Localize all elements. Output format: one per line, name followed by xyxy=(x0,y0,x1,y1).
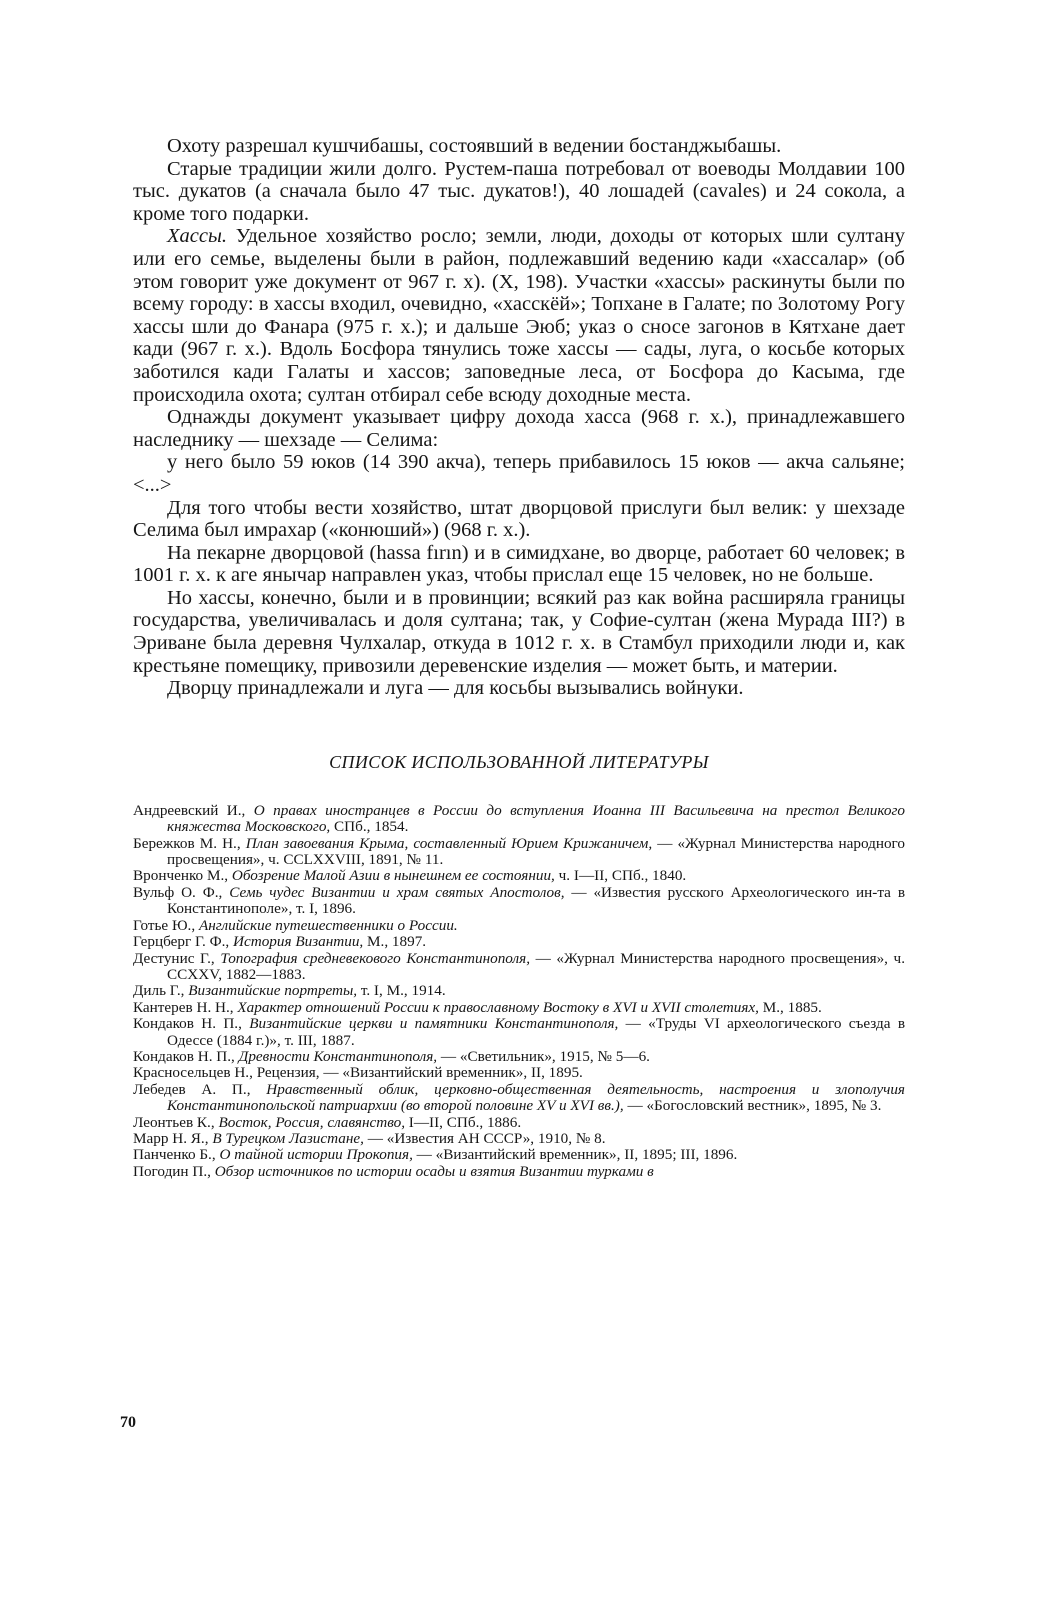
entry-author: Панченко Б., xyxy=(133,1146,220,1164)
entry-details: СПб., 1854. xyxy=(330,818,409,836)
entry-author: Вульф О. Ф., xyxy=(133,883,230,901)
entry-author: Герцберг Г. Ф., xyxy=(133,933,234,951)
paragraph xyxy=(133,225,905,406)
entry-title: В Турецком Лазистане, xyxy=(212,1129,364,1147)
entry-author: Леонтьев К., xyxy=(133,1113,219,1131)
page-number: 70 xyxy=(120,1414,136,1431)
paragraph-text: Охоту разрешал кушчибашы, состоявший в ведении бостанджыбашы. xyxy=(167,135,782,157)
bibliography-entry xyxy=(133,803,905,836)
entry-title: Английские путешественники о России. xyxy=(198,916,458,934)
entry-author: Красносельцев Н., xyxy=(133,1064,257,1082)
bibliography-entry xyxy=(133,1082,905,1115)
bibliography-entry xyxy=(133,868,905,884)
entry-title: Обзор источников по истории осады и взятия Византии турками в xyxy=(214,1162,654,1180)
entry-title: Византийские портреты, xyxy=(188,982,358,1000)
paragraph: Дворцу принадлежали и луга — для косьбы вызывались войнуки. xyxy=(167,677,744,700)
bibliography-entry xyxy=(133,1000,905,1016)
entry-title: История Византии, xyxy=(233,933,364,951)
bibliography-entry xyxy=(133,836,905,869)
bibliography-entry xyxy=(133,1147,905,1163)
entry-title: Обозрение Малой Азии в нынешнем ее состоянии, xyxy=(231,867,555,885)
entry-details: — «Известия русского Археологического ин-та в Константинополе», т. I, 1896. xyxy=(167,883,905,918)
entry-details: т. I, М., 1914. xyxy=(357,982,446,1000)
entry-details: ч. I—II, СПб., 1840. xyxy=(554,867,687,885)
entry-details: — «Богословский вестник», 1895, № 3. xyxy=(623,1097,882,1115)
paragraph-text: Однажды документ указывает цифру дохода хасса (968 г. х.), принадлежавшего наследнику — шехзаде — Селима: xyxy=(133,406,905,451)
bibliography-entry xyxy=(133,1049,905,1065)
entry-author: Андреевский И., xyxy=(133,801,254,819)
entry-title: Византийские церкви и памятники Константинополя, xyxy=(249,1015,619,1033)
entry-details: М., 1885. xyxy=(758,998,822,1016)
entry-title: Топография средневекового Константинополя, xyxy=(220,949,530,967)
bibliography-title: СПИСОК ИСПОЛЬЗОВАННОЙ ЛИТЕРАТУРЫ xyxy=(329,751,709,772)
entry-author: Бережков М. Н., xyxy=(133,834,246,852)
entry-title: Восток, Россия, славянство, xyxy=(218,1113,405,1131)
paragraph xyxy=(133,406,905,451)
entry-author: Лебедев А. П., xyxy=(133,1080,267,1098)
paragraph: На пекарне дворцовой (hassa fırın) и в симидхане, во дворце, работает 60 человек; в 1001 г. х. к аге янычар направлен указ, чтобы прислал еще 15 человек, но не больше. xyxy=(133,541,905,587)
entry-title: О правах иностранцев в России до вступления Иоанна III Васильевича на престол Великого княжества Московского, xyxy=(167,801,905,836)
main-text xyxy=(133,135,905,700)
entry-title: Нравственный облик, церковно-общественная деятельность, настроения и злополучия Константинопольской патриархии (во второй половине XV и XVI вв.), xyxy=(167,1080,905,1115)
bibliography-entry xyxy=(133,918,905,934)
entry-author: Кантерев Н. Н., xyxy=(133,998,238,1016)
entry-title: План завоевания Крыма, составленный Юрием Крижаничем, xyxy=(245,834,653,852)
bibliography-list xyxy=(133,803,905,1180)
paragraph: Для того чтобы вести хозяйство, штат дворцовой прислуги был велик: у шехзаде Селима был имрахар («конюший») (968 г. х.). xyxy=(133,496,905,542)
bibliography-entry xyxy=(133,1131,905,1147)
document-quote: у него было 59 юков (14 390 акча), теперь прибавилось 15 юков — акча сальяне; <...> xyxy=(133,451,905,496)
entry-details: М., 1897. xyxy=(363,933,427,951)
bibliography-entry xyxy=(133,983,905,999)
bibliography-entry xyxy=(133,1115,905,1131)
paragraph-lead: Хассы. xyxy=(167,225,227,248)
entry-title: Древности Константинополя, xyxy=(238,1047,438,1065)
entry-details: Рецензия, — «Византийский временник», II, 1895. xyxy=(256,1064,583,1082)
entry-author: Диль Г., xyxy=(133,982,189,1000)
bibliography-entry xyxy=(133,934,905,950)
entry-details: — «Известия АН СССР», 1910, № 8. xyxy=(363,1129,606,1147)
entry-details: I—II, СПб., 1886. xyxy=(405,1113,522,1131)
entry-author: Кондаков Н. П., xyxy=(133,1047,239,1065)
bibliography-entry xyxy=(133,885,905,918)
paragraph-text: Старые традиции жили долго. Рустем-паша потребовал от воеводы Молдавии 100 тыс. дукатов (а сначала было 47 тыс. дукатов!), 40 лошадей (cavales) и 24 сокола, а кроме того подарки. xyxy=(133,157,905,225)
bibliography-entry xyxy=(133,1164,905,1180)
bibliography-entry xyxy=(133,1016,905,1049)
entry-details: — «Труды VI археологического съезда в Одессе (1884 г.)», т. III, 1887. xyxy=(167,1015,905,1049)
bibliography-entry xyxy=(133,951,905,984)
entry-title: Характер отношений России к православному Востоку в XVI и XVII столетиях, xyxy=(237,998,759,1016)
paragraph: Но хассы, конечно, были и в провинции; всякий раз как война расширяла границы государства, увеличивалась и доля султана; так, у Софие-султан (жена Мурада III?) в Эриване была деревня Чулхалар, откуда в 1012 г. х. в Стамбул приходили люди и, как крестьяне помещику, привозили деревенские изделия — может быть, и материи. xyxy=(133,586,905,677)
entry-details: — «Журнал Министерства народного просвещения», ч. CCXXV, 1882—1883. xyxy=(167,949,905,983)
entry-author: Готье Ю., xyxy=(133,916,199,934)
entry-author: Марр Н. Я., xyxy=(133,1129,213,1147)
entry-author: Вронченко М., xyxy=(133,867,232,885)
entry-details: — «Светильник», 1915, № 5—6. xyxy=(437,1047,650,1065)
paragraph xyxy=(133,135,905,158)
entry-details: — «Византийский временник», II, 1895; III, 1896. xyxy=(412,1146,738,1164)
entry-title: О тайной истории Прокопия, xyxy=(219,1146,413,1164)
paragraph xyxy=(133,158,905,226)
entry-author: Дестунис Г., xyxy=(133,949,221,967)
paragraph-text: Удельное хозяйство росло; земли, люди, доходы от которых шли султану или его семье, выделены были в район, подлежавший ведению кади «хассалар» (об этом говорит уже документ от 967 г. х). (X, 198). Участки «хассы» раскинуты были по всему городу: в хассы входил, очевидно, «хасскёй»; Топхане в Галате; по Золотому Рогу хассы шли до Фанара (975 г. х.); и дальше Эюб; указ о сносе загонов в Кятхане дает кади (967 г. х.). Вдоль Босфора тянулись тоже хассы — сады, луга, о косьбе которых заботился кади Галаты и хассов; заповедные леса, от Босфора до Касыма, где происходила охота; султан отбирал себе всюду доходные места. xyxy=(133,225,905,406)
entry-author: Кондаков Н. П., xyxy=(133,1015,250,1033)
entry-author: Погодин П., xyxy=(133,1162,215,1180)
entry-title: Семь чудес Византии и храм святых Апостолов, xyxy=(229,883,565,901)
entry-details: — «Журнал Министерства народного просвещения», ч. CCLXXVIII, 1891, № 11. xyxy=(167,834,905,869)
page-body xyxy=(133,135,905,1180)
bibliography-entry xyxy=(133,1065,905,1081)
